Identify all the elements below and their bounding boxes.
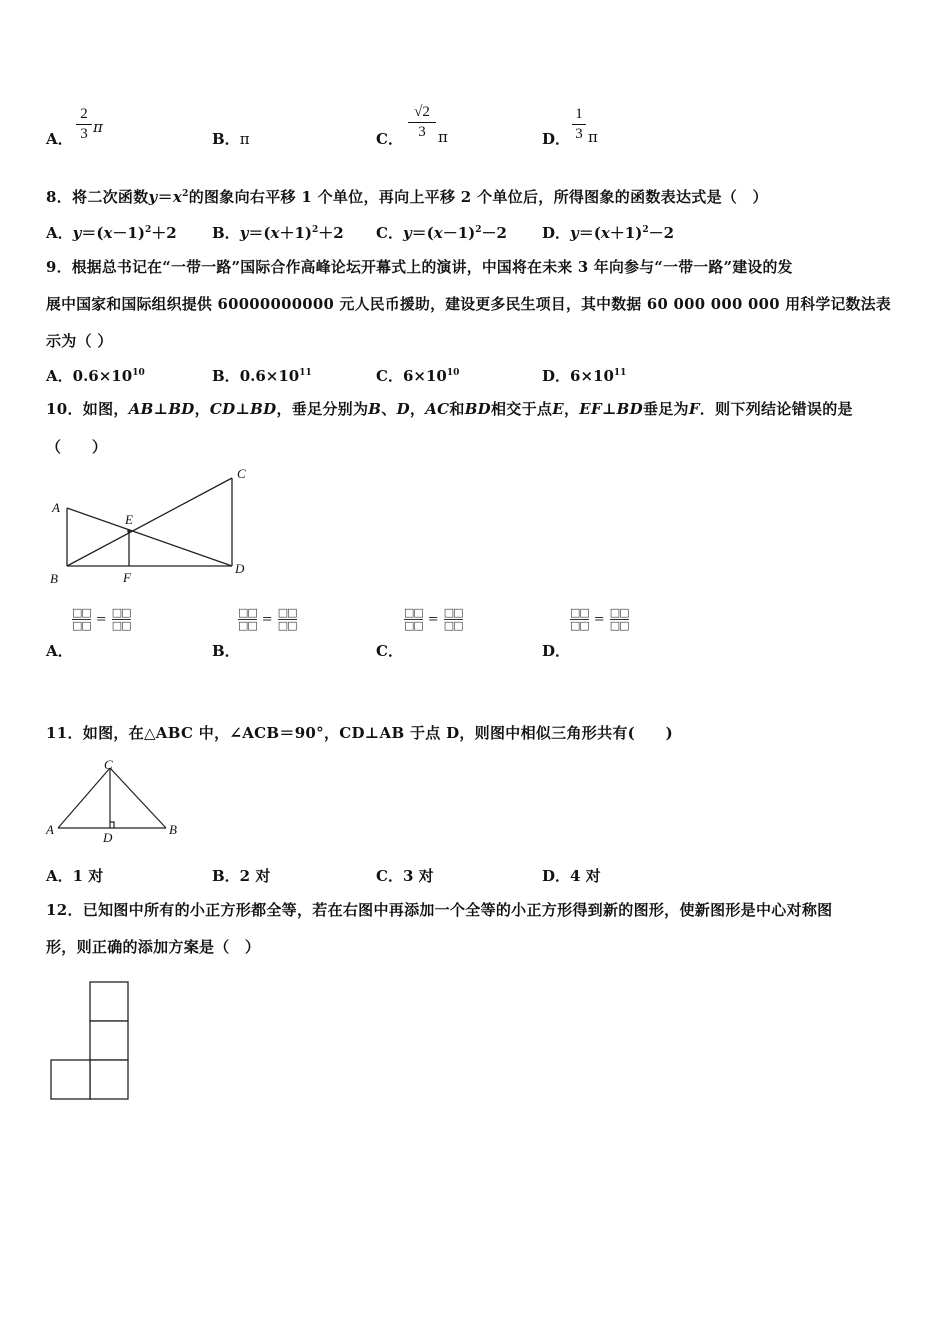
var-y: y (239, 224, 249, 242)
op: ＝( (248, 224, 271, 242)
var-x: x (600, 224, 610, 242)
option-letter: C． (376, 367, 403, 385)
q10-stem-line2: （ ） (46, 438, 108, 456)
q8-option-d[interactable] (542, 222, 674, 243)
placeholder: □□ (111, 606, 131, 619)
segment-bd: BD (464, 400, 491, 418)
label-b: B (169, 822, 177, 837)
var-x: x (103, 224, 113, 242)
option-text: π (239, 130, 250, 148)
option-letter: A． (46, 224, 73, 242)
q11-figure (44, 758, 184, 844)
label-e: E (125, 512, 133, 527)
segment-bd: BD (616, 400, 643, 418)
stem-text: 相交于点 (491, 400, 553, 418)
q10-option-a-formula (72, 608, 131, 631)
segment-ac-line (58, 768, 110, 828)
square-bottom-left (51, 1060, 90, 1099)
q10-option-d[interactable]: D． (542, 642, 571, 660)
q9-option-b[interactable] (212, 365, 312, 386)
perp-symbol: ⊥ (235, 400, 251, 418)
op: ＋1) (279, 224, 313, 242)
denominator: 3 (575, 126, 583, 142)
option-letter: D． (542, 367, 571, 385)
point-e-dot (127, 529, 131, 533)
exponent: 2 (642, 225, 649, 235)
point-d: D (396, 400, 410, 418)
q7-option-c[interactable] (376, 128, 403, 149)
q7-option-c-fraction (408, 104, 436, 141)
segment-ac: AC (425, 400, 450, 418)
stem-text: 10．如图， (46, 400, 129, 418)
label-c: C (104, 757, 113, 772)
q10-option-b-formula (238, 608, 297, 631)
placeholder: □□ (238, 606, 257, 619)
stem-text: 的图象向右平移 1 个单位，再向上平移 2 个单位后，所得图象的函数表达式是（ ） (188, 188, 768, 206)
pi-symbol: π (438, 128, 448, 146)
segment-bc-line (67, 478, 232, 566)
q9-option-c[interactable] (376, 365, 459, 386)
q11-stem: 11．如图，在△ABC 中，∠ACB＝90°，CD⊥AB 于点 D，则图中相似三角形共有( ) (46, 724, 674, 742)
op: －2 (481, 224, 507, 242)
var-y: y (148, 188, 158, 206)
punct: ， (563, 400, 580, 418)
q12-stem-line2: 形，则正确的添加方案是（ ） (46, 938, 261, 956)
placeholder: □□ (72, 619, 91, 632)
q11-option-d[interactable]: D．4 对 (542, 867, 601, 885)
placeholder: □□ (72, 606, 91, 619)
q7-option-b[interactable] (212, 128, 250, 149)
q9-option-a[interactable] (46, 365, 145, 386)
q8-option-a[interactable] (46, 222, 177, 243)
op: ＋1) (609, 224, 643, 242)
placeholder: □□ (277, 619, 297, 632)
op: －1) (442, 224, 476, 242)
var-y: y (72, 224, 82, 242)
placeholder: □□ (277, 606, 297, 619)
q10-option-a[interactable]: A． (46, 642, 73, 660)
square-top (90, 982, 128, 1021)
punct: ， (194, 400, 210, 418)
option-letter: B． (212, 130, 240, 148)
option-letter: D． (542, 224, 571, 242)
placeholder: □□ (443, 606, 463, 619)
equals: ＝ (157, 188, 173, 206)
placeholder: □□ (570, 619, 589, 632)
stem-text: 和 (449, 400, 465, 418)
segment-ef: EF (579, 400, 602, 418)
q7-option-d-fraction (572, 106, 586, 143)
q7-option-d[interactable] (542, 128, 570, 149)
placeholder: □□ (609, 606, 629, 619)
option-letter: C． (376, 130, 403, 148)
q11-option-a[interactable]: A．1 对 (46, 867, 104, 885)
q8-option-c[interactable] (376, 222, 507, 243)
equals: = (427, 612, 439, 627)
equals: = (95, 612, 107, 627)
exponent: 2 (312, 225, 319, 235)
var-x: x (172, 188, 183, 206)
option-letter: B． (212, 367, 240, 385)
label-d: D (235, 561, 245, 576)
exponent: 2 (182, 189, 189, 199)
segment-bd: BD (250, 400, 277, 418)
op: ＋2 (318, 224, 344, 242)
option-base: 6×10 (402, 367, 447, 385)
q9-stem-line1: 9．根据总书记在“一带一路”国际合作高峰论坛开幕式上的演讲，中国将在未来 3 年向参与“一带一路”建设的发 (46, 259, 793, 276)
q10-option-c-formula (404, 608, 463, 631)
segment-cd: CD (209, 400, 236, 418)
q10-option-d-formula (570, 608, 629, 631)
op: ＝( (81, 224, 104, 242)
label-a: A (52, 500, 60, 515)
point-e: E (552, 400, 564, 418)
q10-stem-line1 (46, 398, 853, 419)
var-y: y (402, 224, 412, 242)
label-d: D (103, 830, 113, 845)
q12-figure (48, 980, 132, 1104)
pi-symbol: π (588, 128, 598, 146)
exponent: 2 (475, 225, 482, 235)
segment-ad-line (67, 508, 232, 566)
placeholder: □□ (404, 619, 423, 632)
placeholder: □□ (404, 606, 423, 619)
label-c: C (237, 466, 246, 481)
placeholder: □□ (443, 619, 463, 632)
exponent: 11 (613, 368, 627, 378)
q11-option-b[interactable]: B．2 对 (212, 867, 271, 885)
option-letter: D． (542, 130, 571, 148)
q10-option-c[interactable]: C． (376, 642, 403, 660)
option-letter: A． (46, 367, 73, 385)
segment-bd: BD (168, 400, 195, 418)
equals: = (593, 612, 605, 627)
pi-symbol: π (93, 118, 103, 136)
q8-stem (46, 186, 768, 207)
label-a: A (46, 822, 54, 837)
exponent: 11 (299, 368, 312, 378)
punct: 、 (381, 400, 397, 418)
denominator: 3 (80, 126, 88, 142)
equals: = (261, 612, 273, 627)
stem-text: 8．将二次函数 (46, 188, 149, 206)
op: －2 (648, 224, 675, 242)
q9-stem-line2: 展中国家和国际组织提供 60000000000 元人民币援助，建设更多民生项目，其中数据 60 000 000 000 用科学记数法表 (46, 296, 891, 313)
option-base: 0.6×10 (239, 367, 300, 385)
q9-option-d[interactable] (542, 365, 626, 386)
q12-stem-line1: 12．已知图中所有的小正方形都全等，若在右图中再添加一个全等的小正方形得到新的图形，使新图形是中心对称图 (46, 901, 833, 919)
q7-option-a[interactable] (46, 128, 73, 149)
perp-symbol: ⊥ (601, 400, 617, 418)
numerator: √2 (414, 104, 430, 120)
exponent: 2 (144, 225, 152, 235)
q8-option-b[interactable] (212, 222, 344, 243)
var-y: y (570, 224, 579, 242)
label-b: B (50, 571, 58, 586)
square-bottom-right (90, 1060, 128, 1099)
q7-option-a-fraction (76, 106, 92, 143)
stem-text: ，垂足分别为 (276, 400, 369, 418)
segment-cb-line (110, 768, 166, 828)
denominator: 3 (418, 124, 426, 140)
perp-symbol: ⊥ (153, 400, 169, 418)
placeholder: □□ (570, 606, 589, 619)
option-base: 0.6×10 (72, 367, 133, 385)
option-letter: A． (46, 130, 73, 148)
placeholder: □□ (111, 619, 131, 632)
segment-ab: AB (128, 400, 154, 418)
option-letter: C． (376, 224, 403, 242)
placeholder: □□ (238, 619, 257, 632)
q10-figure (46, 466, 266, 591)
var-x: x (433, 224, 443, 242)
stem-text: ．则下列结论错误的是 (699, 400, 853, 418)
exponent: 10 (132, 368, 145, 378)
q11-option-c[interactable]: C．3 对 (376, 867, 434, 885)
point-f: F (688, 400, 700, 418)
punct: ， (409, 400, 426, 418)
point-b: B (368, 400, 382, 418)
var-x: x (270, 224, 280, 242)
label-f: F (123, 570, 131, 585)
op: ＝( (411, 224, 434, 242)
square-middle (90, 1021, 128, 1060)
op: －1) (112, 224, 145, 242)
q9-stem-line3: 示为（ ） (46, 332, 113, 350)
exponent: 10 (446, 368, 460, 378)
option-letter: B． (212, 224, 240, 242)
numerator: 1 (575, 106, 583, 122)
q10-option-b[interactable]: B． (212, 642, 240, 660)
option-base: 6×10 (570, 367, 614, 385)
op: ＝( (578, 224, 601, 242)
op: ＋2 (151, 224, 177, 242)
numerator: 2 (80, 106, 88, 122)
stem-text: 垂足为 (642, 400, 689, 418)
placeholder: □□ (609, 619, 629, 632)
